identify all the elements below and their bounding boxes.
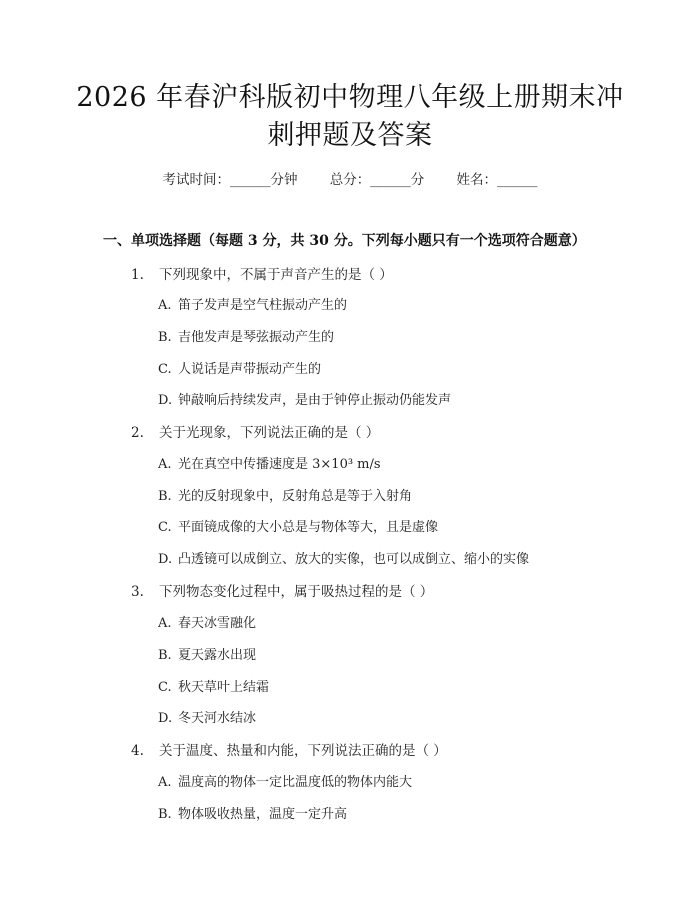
- question-2: [131, 421, 379, 441]
- question-4: [131, 739, 447, 759]
- option: [158, 294, 347, 313]
- option: [158, 612, 256, 631]
- question-text: 下列物态变化过程中，属于吸热过程的是（ ）: [159, 584, 434, 600]
- option-letter: B.: [158, 489, 172, 504]
- question-number: 3.: [131, 584, 144, 600]
- option-letter: C.: [158, 362, 172, 377]
- option-text: 春天冰雪融化: [178, 616, 257, 631]
- page-title-line1: 2026 年春沪科版初中物理八年级上册期末冲: [76, 82, 624, 113]
- option-text: 冬天河水结冰: [178, 711, 257, 726]
- option-text: 笛子发声是空气柱振动产生的: [178, 298, 348, 313]
- exam-meta: [0, 168, 700, 188]
- option-text: 吉他发声是琴弦振动产生的: [178, 330, 335, 345]
- exam-time-label: 考试时间：______分钟: [162, 172, 298, 188]
- option: [158, 803, 347, 822]
- option-letter: D.: [158, 552, 173, 567]
- option-text: 凸透镜可以成倒立、放大的实像，也可以成倒立、缩小的实像: [178, 552, 530, 567]
- option-letter: B.: [158, 648, 172, 663]
- option-letter: A.: [158, 298, 172, 313]
- option: [158, 771, 412, 790]
- option: [158, 516, 438, 535]
- option-text: 温度高的物体一定比温度低的物体内能大: [178, 775, 413, 790]
- name-label: 姓名：______: [456, 172, 538, 188]
- option-text: 光的反射现象中，反射角总是等于入射角: [178, 489, 413, 504]
- option: [158, 389, 451, 408]
- question-number: 2.: [131, 425, 144, 441]
- option: [158, 548, 529, 567]
- option-letter: B.: [158, 807, 172, 822]
- option: [158, 358, 321, 377]
- question-number: 4.: [131, 743, 144, 759]
- option: [158, 676, 269, 695]
- option-letter: D.: [158, 393, 173, 408]
- option-letter: A.: [158, 457, 172, 472]
- option-letter: B.: [158, 330, 172, 345]
- section-heading: 一、单项选择题（每题 3 分，共 30 分。下列每小题只有一个选项符合题意）: [103, 233, 586, 249]
- option-text: 钟敲响后持续发声，是由于钟停止振动仍能发声: [178, 393, 452, 408]
- option-text: 秋天草叶上结霜: [178, 680, 270, 695]
- option: [158, 644, 256, 663]
- option-text: 夏天露水出现: [178, 648, 257, 663]
- option: [158, 485, 412, 504]
- question-text: 关于温度、热量和内能，下列说法正确的是（ ）: [159, 743, 447, 759]
- option: [158, 453, 381, 472]
- option-text: 光在真空中传播速度是 3×10³ m/s: [178, 457, 381, 472]
- option-text: 物体吸收热量，温度一定升高: [178, 807, 348, 822]
- page-title-line2: 刺押题及答案: [267, 120, 433, 151]
- option-letter: A.: [158, 775, 172, 790]
- question-1: [131, 263, 393, 283]
- total-score-label: 总分：______分: [329, 172, 425, 188]
- option-text: 平面镜成像的大小总是与物体等大，且是虚像: [178, 520, 439, 535]
- option-letter: D.: [158, 711, 173, 726]
- option: [158, 326, 334, 345]
- option-letter: C.: [158, 520, 172, 535]
- option: [158, 707, 256, 726]
- question-text: 下列现象中，不属于声音产生的是（ ）: [159, 267, 393, 283]
- option-letter: A.: [158, 616, 172, 631]
- question-text: 关于光现象，下列说法正确的是（ ）: [159, 425, 380, 441]
- question-3: [131, 580, 433, 600]
- question-number: 1.: [131, 267, 144, 283]
- option-letter: C.: [158, 680, 172, 695]
- option-text: 人说话是声带振动产生的: [178, 362, 322, 377]
